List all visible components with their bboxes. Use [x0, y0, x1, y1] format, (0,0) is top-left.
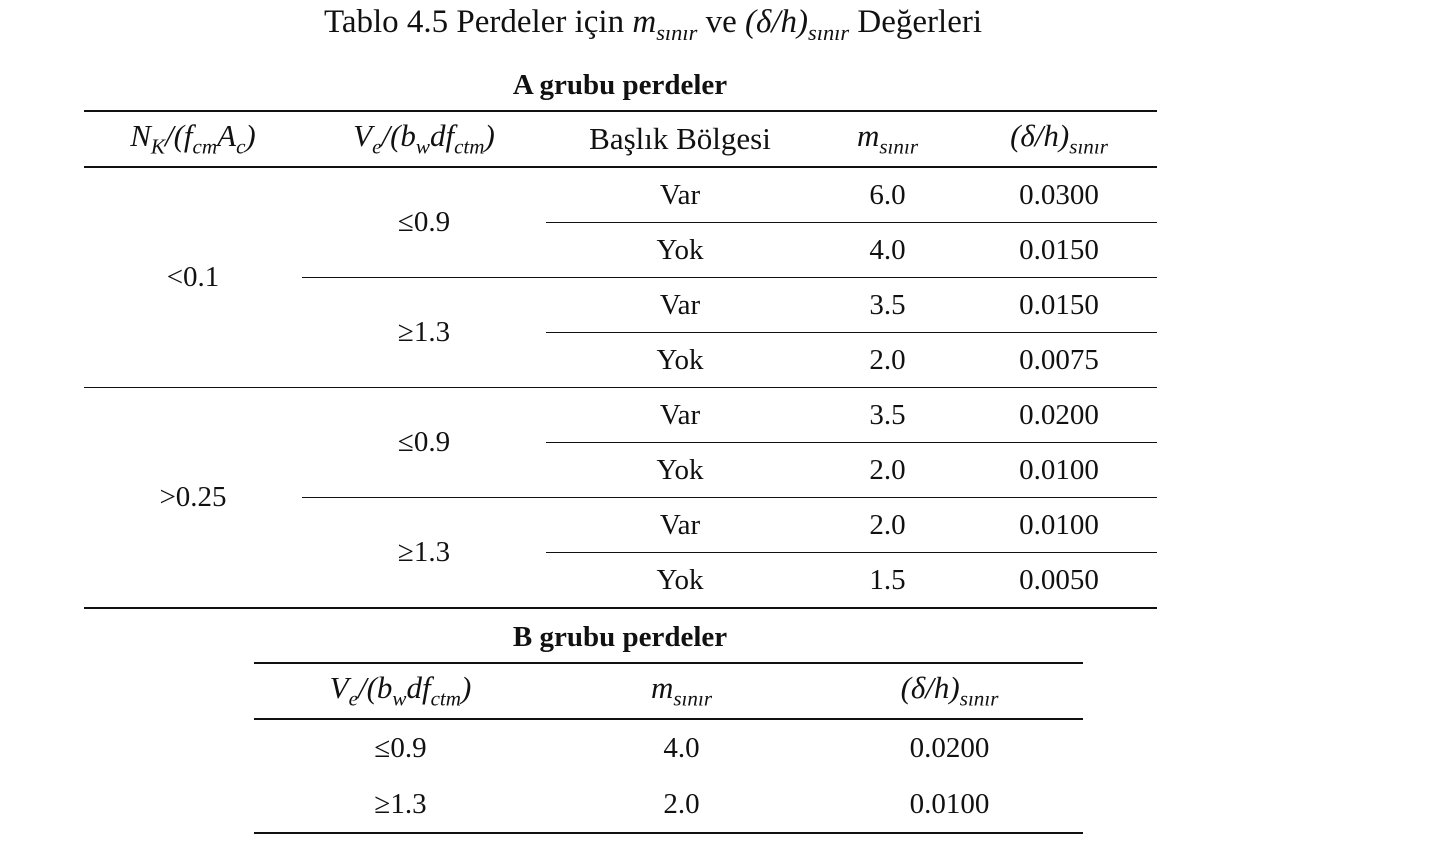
shear-ratio-cell: ≥1.3	[397, 536, 451, 568]
header-row	[254, 663, 1083, 719]
header-axial-load-ratio: $N_K/(f_{cm}A_c)$	[84, 111, 302, 167]
shear-ratio-cell: ≤0.9	[374, 731, 427, 764]
shear-ratio-cell: ≤0.9	[302, 167, 546, 278]
shear-ratio-cell: ≥1.3	[374, 787, 427, 820]
group-b-heading: B grubu perdeler	[512, 621, 728, 653]
header-drift-limit: $(\delta/h)_{sınır}$	[816, 663, 1083, 719]
boundary-region-cell: Var	[546, 498, 814, 553]
header-shear-ratio: $V_e/(b_wdf_{ctm})$	[302, 111, 546, 167]
drift-limit-cell: 0.0100	[961, 443, 1157, 498]
m-limit-cell: 1.5	[869, 563, 906, 596]
drift-limit-cell: 0.0200	[909, 731, 990, 764]
boundary-region-cell: Var	[546, 167, 814, 223]
caption-m-symbol: $m_{sınır}$	[632, 4, 698, 45]
m-limit-cell: 3.5	[814, 388, 961, 443]
m-limit-cell: 2.0	[663, 787, 700, 820]
header-m-limit: $m_{sınır}$	[547, 663, 816, 719]
drift-limit-cell: 0.0100	[909, 787, 990, 820]
drift-limit-cell: 0.0150	[961, 278, 1157, 333]
header-row	[84, 111, 1157, 167]
shear-ratio-cell: ≤0.9	[302, 388, 546, 498]
group-b-table	[254, 662, 1083, 834]
m-limit-cell: 3.5	[814, 278, 961, 333]
m-limit-cell: 2.0	[814, 498, 961, 553]
table-row	[84, 388, 1157, 443]
table-row	[84, 167, 1157, 223]
caption-dh-symbol: $(\delta/h)_{sınır}$	[745, 4, 850, 45]
caption-middle: ve	[697, 4, 745, 40]
drift-limit-cell: 0.0050	[1019, 563, 1099, 596]
boundary-region-cell: Var	[546, 278, 814, 333]
drift-limit-cell: 0.0150	[961, 223, 1157, 278]
caption-suffix: Değerleri	[849, 4, 982, 40]
header-boundary-region: Başlık Bölgesi	[546, 111, 814, 167]
drift-limit-cell: 0.0200	[961, 388, 1157, 443]
axial-load-ratio-cell: >0.25	[159, 481, 227, 513]
axial-load-ratio-cell: <0.1	[84, 167, 302, 388]
boundary-region-cell: Yok	[546, 333, 814, 388]
group-a-table	[84, 110, 1157, 609]
m-limit-cell: 6.0	[814, 167, 961, 223]
header-drift-limit: $(\delta/h)_{sınır}$	[961, 111, 1157, 167]
header-shear-ratio: $V_e/(b_wdf_{ctm})$	[254, 663, 547, 719]
table-row	[254, 719, 1083, 776]
table-caption	[0, 0, 1306, 55]
shear-ratio-cell: ≥1.3	[302, 278, 546, 388]
m-limit-cell: 4.0	[814, 223, 961, 278]
m-limit-cell: 4.0	[663, 731, 700, 764]
header-m-limit: $m_{sınır}$	[814, 111, 961, 167]
boundary-region-cell: Var	[546, 388, 814, 443]
drift-limit-cell: 0.0300	[961, 167, 1157, 223]
m-limit-cell: 2.0	[814, 333, 961, 388]
boundary-region-cell: Yok	[546, 223, 814, 278]
boundary-region-cell: Yok	[546, 443, 814, 498]
drift-limit-cell: 0.0100	[961, 498, 1157, 553]
group-a-heading: A grubu perdeler	[512, 69, 728, 101]
boundary-region-cell: Yok	[656, 563, 704, 596]
drift-limit-cell: 0.0075	[961, 333, 1157, 388]
table-row	[254, 776, 1083, 833]
caption-prefix: Tablo 4.5 Perdeler için	[324, 4, 633, 40]
m-limit-cell: 2.0	[814, 443, 961, 498]
